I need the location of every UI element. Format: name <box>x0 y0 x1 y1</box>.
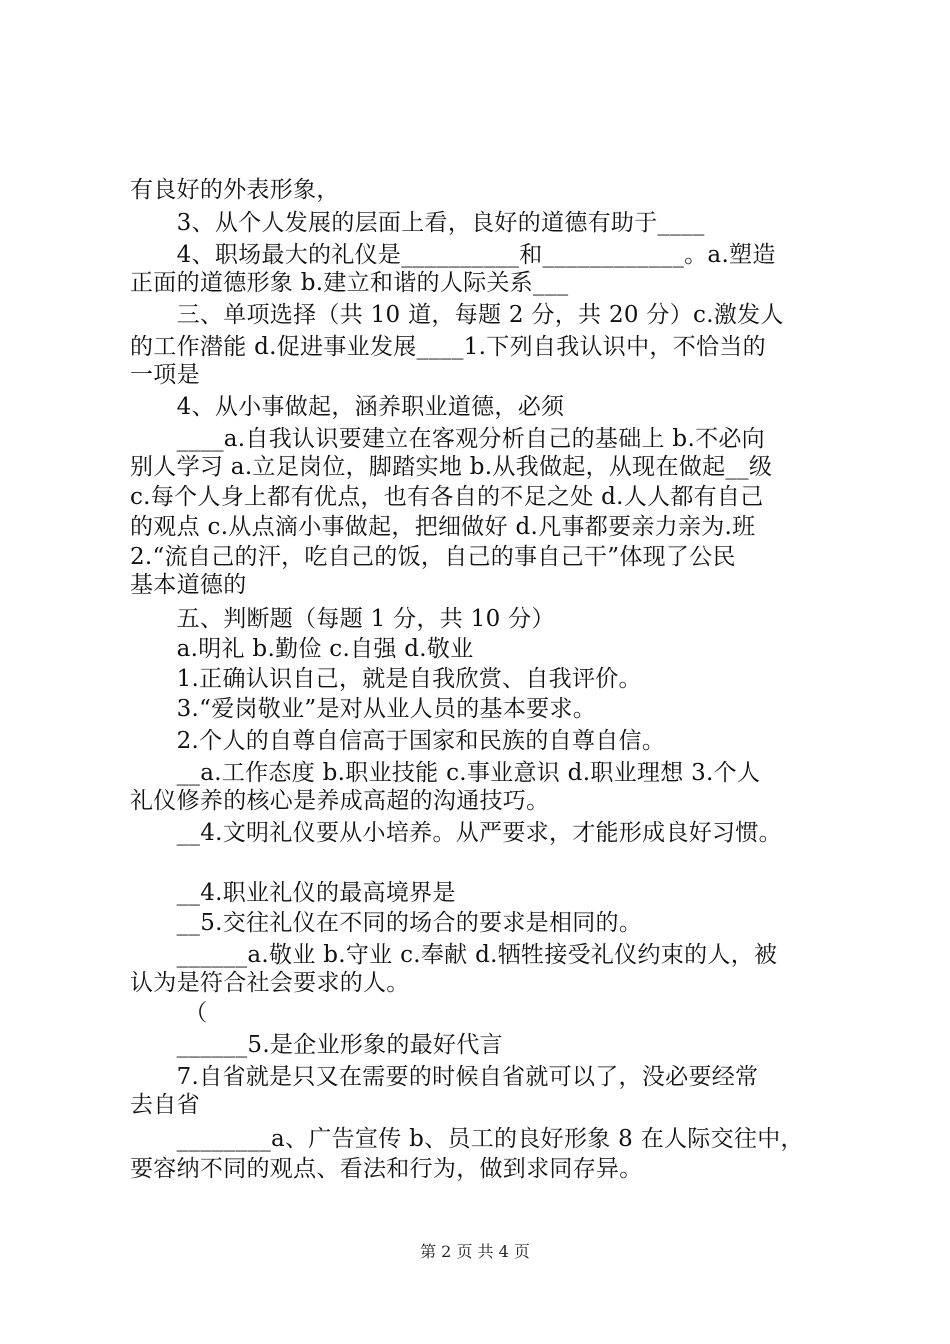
text-line: ____a.自我认识要建立在客观分析自己的基础上 b.不必向 <box>130 426 765 452</box>
text-line: 要容纳不同的观点、看法和行为，做到求同存异。 <box>130 1156 643 1182</box>
text-line: 一项是 <box>130 362 200 388</box>
text-line: 2.“流自己的汗，吃自己的饭，自己的事自己干”体现了公民 <box>130 544 736 570</box>
text-line: 五、判断题（每题 1 分，共 10 分） <box>130 606 555 632</box>
text-line: __a.工作态度 b.职业技能 c.事业意识 d.职业理想 3.个人 <box>130 760 761 786</box>
text-line: 的工作潜能 d.促进事业发展____1.下列自我认识中，不恰当的 <box>130 334 766 360</box>
text-line: 有良好的外表形象， <box>130 177 340 203</box>
text-line: 正面的道德形象 b.建立和谐的人际关系___ <box>130 270 569 296</box>
text-line: 三、单项选择（共 10 道，每题 2 分，共 20 分）c.激发人 <box>130 302 784 328</box>
text-line: 的观点 c.从点滴小事做起，把细做好 d.凡事都要亲力亲为.班 <box>130 514 756 540</box>
text-line: __4.职业礼仪的最高境界是 <box>130 880 456 906</box>
text-line: 去自省 <box>130 1092 200 1118</box>
text-line: 1.正确认识自己，就是自我欣赏、自我评价。 <box>130 666 642 692</box>
text-line: 4、从小事做起，涵养职业道德，必须 <box>130 394 565 420</box>
text-line: __4.文明礼仪要从小培养。从严要求，才能形成良好习惯。 <box>130 820 782 846</box>
text-line: 礼仪修养的核心是养成高超的沟通技巧。 <box>130 788 550 814</box>
text-line: __5.交往礼仪在不同的场合的要求是相同的。 <box>130 910 643 936</box>
text-line: 3.“爱岗敬业”是对从业人员的基本要求。 <box>130 696 597 722</box>
text-line: 认为是符合社会要求的人。 <box>130 970 410 996</box>
text-line: 基本道德的 <box>130 572 247 598</box>
text-line: 别人学习 a.立足岗位，脚踏实地 b.从我做起，从现在做起__级 <box>130 454 773 480</box>
text-line: ______5.是企业形象的最好代言 <box>130 1032 503 1058</box>
text-line: 4、职场最大的礼仪是__________和____________。a.塑造 <box>130 242 776 268</box>
page-footer: 第 2 页 共 4 页 <box>420 1242 530 1261</box>
text-line: ________a、广告宣传 b、员工的良好形象 8 在人际交往中， <box>130 1126 804 1152</box>
text-line: 2.个人的自尊自信高于国家和民族的自尊自信。 <box>130 728 666 754</box>
text-line: c.每个人身上都有优点，也有各自的不足之处 d.人人都有自己 <box>130 484 764 510</box>
text-line: （ <box>130 1000 208 1026</box>
text-line: 7.自省就是只又在需要的时候自省就可以了，没必要经常 <box>130 1064 759 1090</box>
text-line: ______a.敬业 b.守业 c.奉献 d.牺牲接受礼仪约束的人，被 <box>130 942 778 968</box>
text-line: a.明礼 b.勤俭 c.自强 d.敬业 <box>130 636 474 662</box>
text-line: 3、从个人发展的层面上看，良好的道德有助于____ <box>130 210 705 236</box>
